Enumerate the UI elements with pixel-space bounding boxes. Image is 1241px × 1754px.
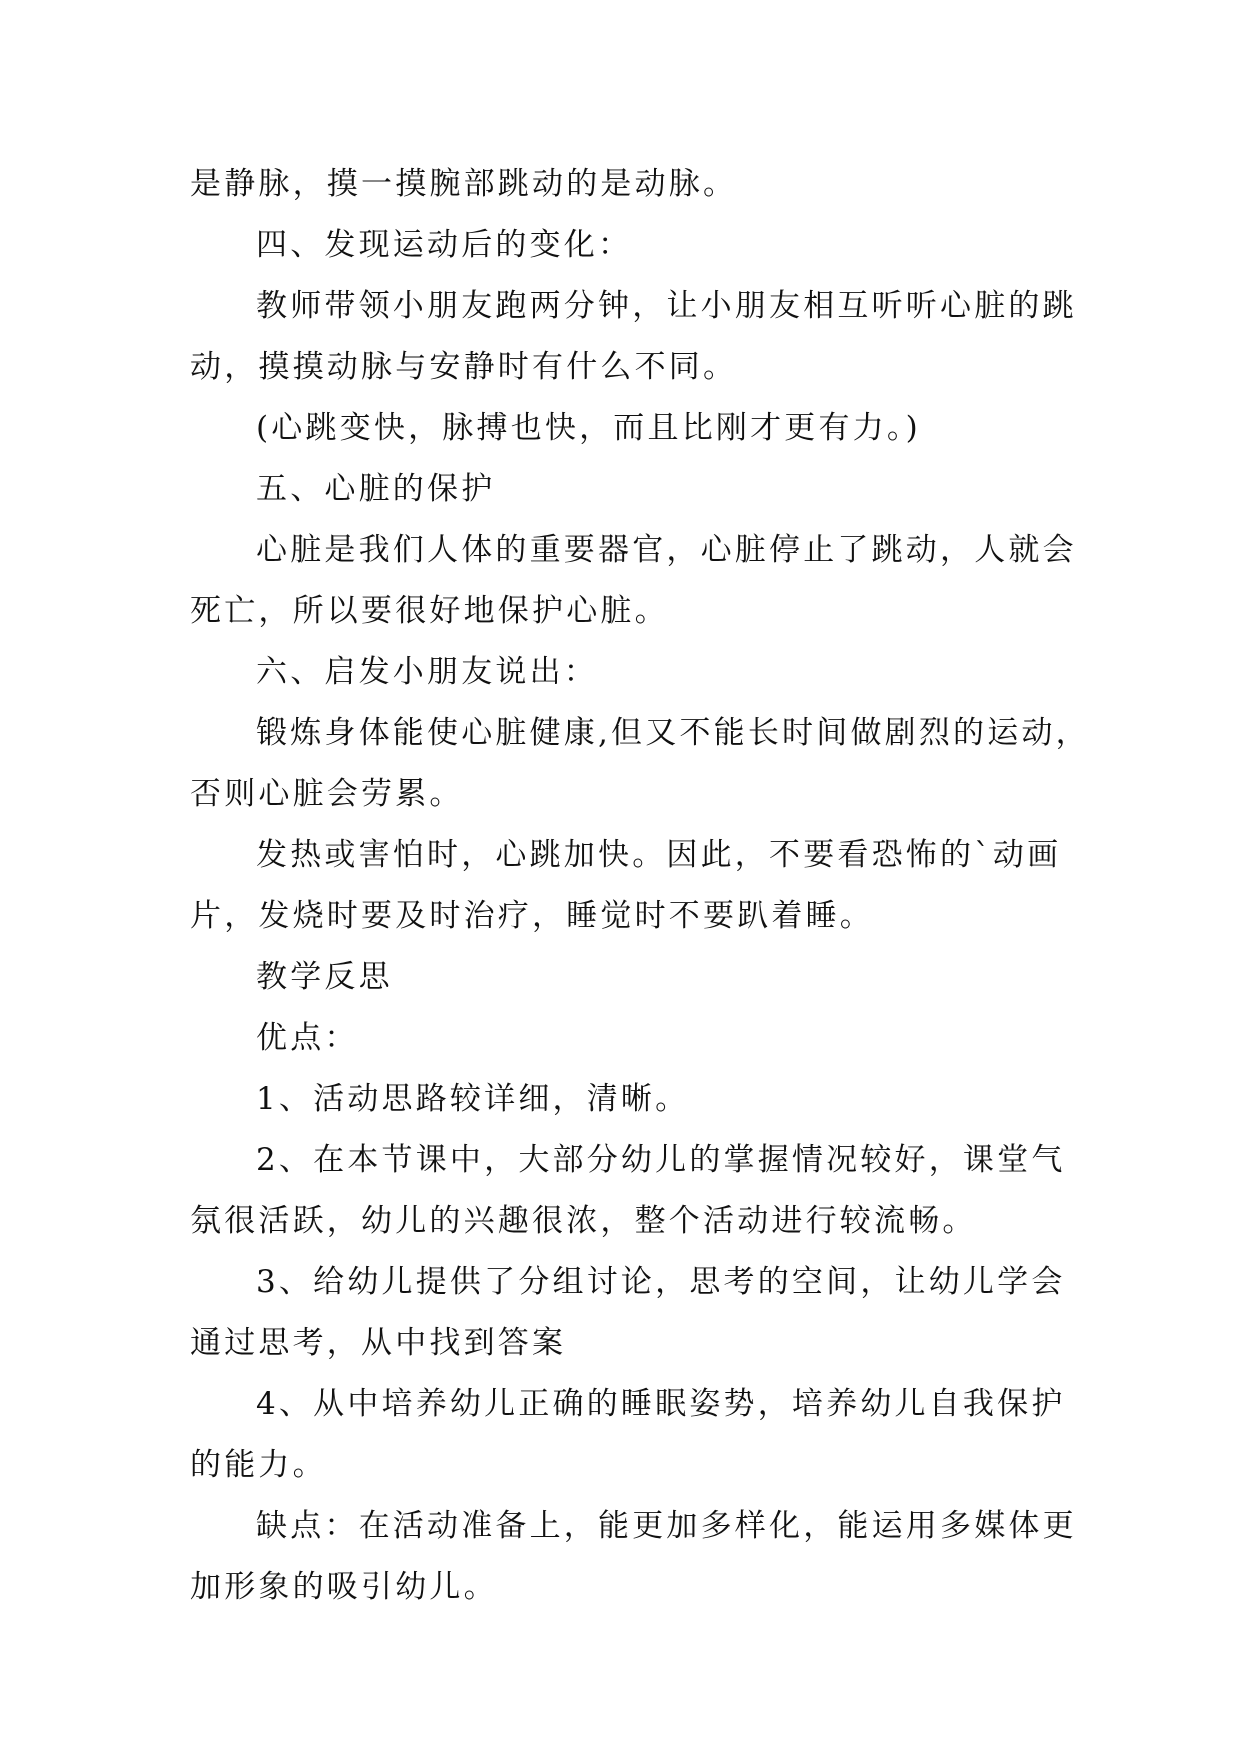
text-line: 的能力。 [190, 1447, 327, 1483]
section-heading: 六、启发小朋友说出： [256, 654, 598, 690]
text-line: 氛很活跃，幼儿的兴趣很浓，整个活动进行较流畅。 [190, 1203, 977, 1239]
text-line: 动，摸摸动脉与安静时有什么不同。 [190, 349, 738, 385]
text-line: 缺点：在活动准备上，能更加多样化，能运用多媒体更 [256, 1508, 1077, 1544]
text-line: 发热或害怕时，心跳加快。因此，不要看恐怖的`动画 [256, 837, 1062, 873]
list-item: 1、活动思路较详细，清晰。 [256, 1081, 690, 1117]
text-line: 锻炼身体能使心脏健康,但又不能长时间做剧烈的运动， [256, 715, 1090, 751]
list-item: 3、给幼儿提供了分组讨论，思考的空间，让幼儿学会 [256, 1264, 1066, 1300]
text-line: 心脏是我们人体的重要器官，心脏停止了跳动，人就会 [256, 532, 1077, 568]
text-line: 教师带领小朋友跑两分钟，让小朋友相互听听心脏的跳 [256, 288, 1077, 324]
text-line: 通过思考，从中找到答案 [190, 1325, 567, 1361]
document-body [190, 154, 1090, 1618]
text-line: 死亡，所以要很好地保护心脏。 [190, 593, 669, 629]
section-heading: 五、心脏的保护 [256, 471, 496, 507]
text-line: 片，发烧时要及时治疗，睡觉时不要趴着睡。 [190, 898, 874, 934]
subheading: 优点： [256, 1020, 359, 1056]
list-item: 4、从中培养幼儿正确的睡眠姿势，培养幼儿自我保护 [256, 1386, 1066, 1422]
text-line: 加形象的吸引幼儿。 [190, 1569, 498, 1605]
text-line: (心跳变快，脉搏也快，而且比刚才更有力。) [256, 410, 921, 446]
text-line: 是静脉，摸一摸腕部跳动的是动脉。 [190, 166, 738, 202]
section-heading: 四、发现运动后的变化： [256, 227, 633, 263]
text-line: 否则心脏会劳累。 [190, 776, 464, 812]
list-item: 2、在本节课中，大部分幼儿的掌握情况较好，课堂气 [256, 1142, 1066, 1178]
section-heading: 教学反思 [256, 959, 393, 995]
